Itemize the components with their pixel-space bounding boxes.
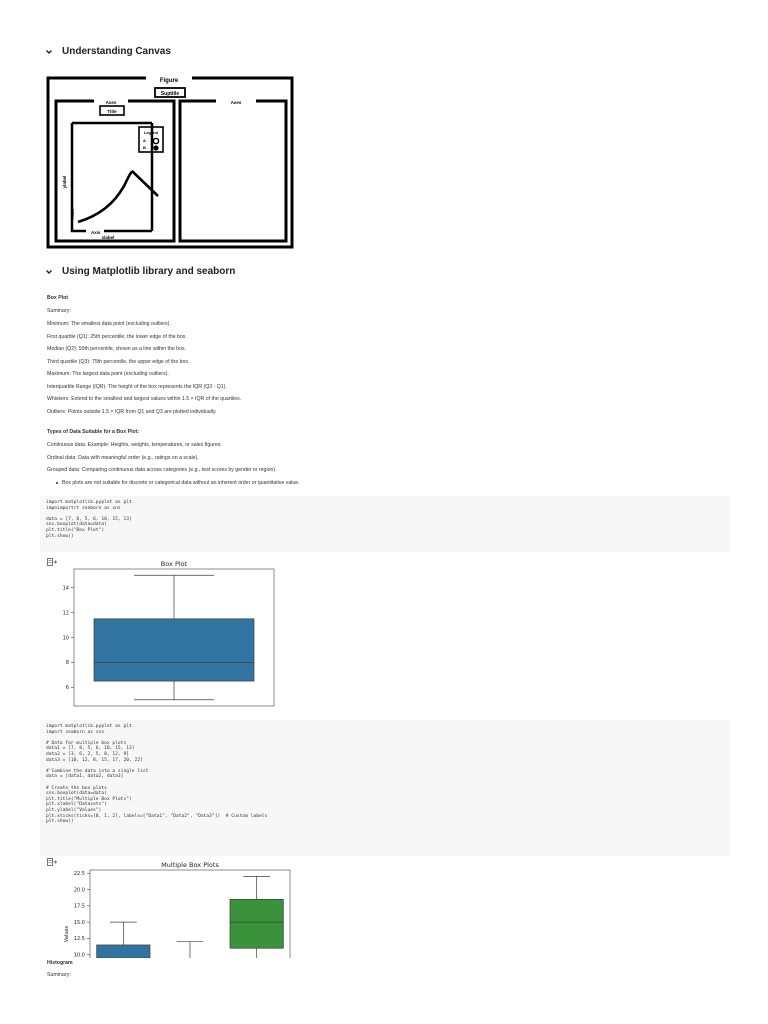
box — [94, 619, 254, 681]
y-axis-label: Axis — [70, 209, 75, 219]
chart-title: Multiple Box Plots — [161, 861, 219, 869]
legend-label: Legend — [143, 130, 159, 135]
canvas-anatomy-diagram — [46, 74, 294, 250]
output-icon[interactable] — [47, 558, 57, 566]
boxplot-line: Third quartile (Q3): 75th percentile, the upper edge of the box. — [47, 359, 190, 365]
y-tick-label: 12 — [62, 610, 69, 617]
section-understanding-canvas[interactable] — [44, 46, 171, 57]
chevron-down-icon[interactable] — [44, 267, 54, 277]
y-tick-label: 14 — [62, 585, 69, 592]
y-tick-label: 6 — [65, 685, 69, 692]
y-tick-label: 12.5 — [73, 936, 85, 943]
y-tick-label: 15.0 — [73, 919, 85, 926]
chart-title: Box Plot — [160, 560, 188, 568]
boxplot-line: Median (Q2): 50th percentile, shown as a line within the box. — [47, 346, 186, 352]
multiple-boxplots-chart — [60, 858, 292, 958]
boxplot-summary: Summary: — [47, 308, 71, 314]
boxplot-heading: Box Plot — [47, 295, 69, 301]
xlabel-label: xlabel — [101, 235, 115, 240]
types-heading: Types of Data Suitable for a Box Plot: — [47, 429, 140, 435]
bullet-dot — [56, 482, 58, 484]
boxplot-line: First quartile (Q1): 25th percentile, the lower edge of the box. — [47, 334, 187, 340]
histogram-heading: Histogram — [47, 960, 73, 966]
code-cell-1[interactable] — [40, 496, 730, 552]
types-line: Grouped data: Comparing continuous data across categories (e.g., test scores by gender or region). — [47, 467, 277, 473]
x-axis-label: Axis — [91, 230, 101, 235]
boxplot-line: Interquartile Range (IQR): The height of the box represents the IQR (Q3 - Q1). — [47, 384, 227, 390]
y-tick-label: 17.5 — [73, 903, 85, 910]
bullet-text: Box plots are not suitable for discrete or categorical data without an inherent order or quantitative value. — [62, 480, 300, 486]
curve-line — [78, 172, 158, 222]
code-text[interactable]: import matplotlib.pyplot as plt import seaborn as sns # Data for multiple box plots data1 = [7, 8, 5, 6, 10, 15, 13] data2 = [3, 6, 2, 5, 8, 12, 9] data3 = [10, 12, 8, 15, 17, 20, 22] # Combine the data into a single list data = [data1, data2, data3] # Create the box plots sns.boxplot(data=data) plt.title("Multiple Box Plots") plt.xlabel("Datasets") plt.ylabel("Values") plt.xticks(ticks=[0, 1, 2], labels=["Data1", "Data2", "Data3"]) # Custom labels plt.show() — [46, 724, 268, 825]
box — [97, 945, 150, 958]
ylabel-label: ylabel — [62, 175, 67, 189]
figure-frame — [48, 78, 292, 247]
chevron-down-icon[interactable] — [44, 47, 54, 57]
title-label: Title — [107, 109, 117, 114]
y-tick-label: 10 — [62, 635, 69, 642]
types-line: Ordinal data: Data with meaningful order (e.g., ratings on a scale). — [47, 455, 199, 461]
section-title: Understanding Canvas — [62, 46, 171, 57]
y-tick-label: 10.0 — [73, 952, 85, 958]
boxplot-chart — [60, 556, 280, 714]
histogram-summary: Summary: — [47, 972, 71, 978]
section-title: Using Matplotlib library and seaborn — [62, 266, 236, 277]
boxplot-line: Outliers: Points outside 1.5 × IQR from Q1 and Q3 are plotted individually. — [47, 409, 217, 415]
figure-label: Figure — [159, 78, 179, 84]
section-matplotlib-seaborn[interactable] — [44, 266, 235, 277]
code-text[interactable]: import matplotlib.pyplot as plt impoimportrt seaborn as sns data = [7, 8, 5, 6, 10, 15, 13] sns.boxplot(data=data) plt.title("Box Plot") plt.show() — [46, 500, 132, 539]
output-icon[interactable] — [47, 858, 57, 866]
boxplot-line: Maximum: The largest data point (excluding outliers). — [47, 371, 169, 377]
y-axis-label: Values — [64, 925, 70, 943]
boxplot-line: Whiskers: Extend to the smallest and largest values within 1.5 × IQR of the quartiles. — [47, 396, 242, 402]
axes-right-frame — [180, 101, 286, 241]
legend-marker-b — [153, 145, 158, 150]
code-cell-2[interactable] — [40, 720, 730, 856]
legend-a-label: A — [143, 138, 146, 143]
legend-marker-a — [153, 138, 158, 143]
types-line: Continuous data: Example: Heights, weights, temperatures, or sales figures. — [47, 442, 222, 448]
boxplot-line: Minimum: The smallest data point (excluding outliers). — [47, 321, 171, 327]
box — [230, 899, 283, 948]
suptitle-label: Suptitle — [160, 91, 180, 97]
y-tick-label: 8 — [65, 660, 69, 667]
y-tick-label: 20.0 — [73, 887, 85, 894]
legend-b-label: B — [143, 145, 146, 150]
axes-left-label: Axes — [105, 100, 117, 105]
axes-right-label: Axes — [230, 100, 242, 105]
y-tick-label: 22.5 — [73, 871, 85, 878]
